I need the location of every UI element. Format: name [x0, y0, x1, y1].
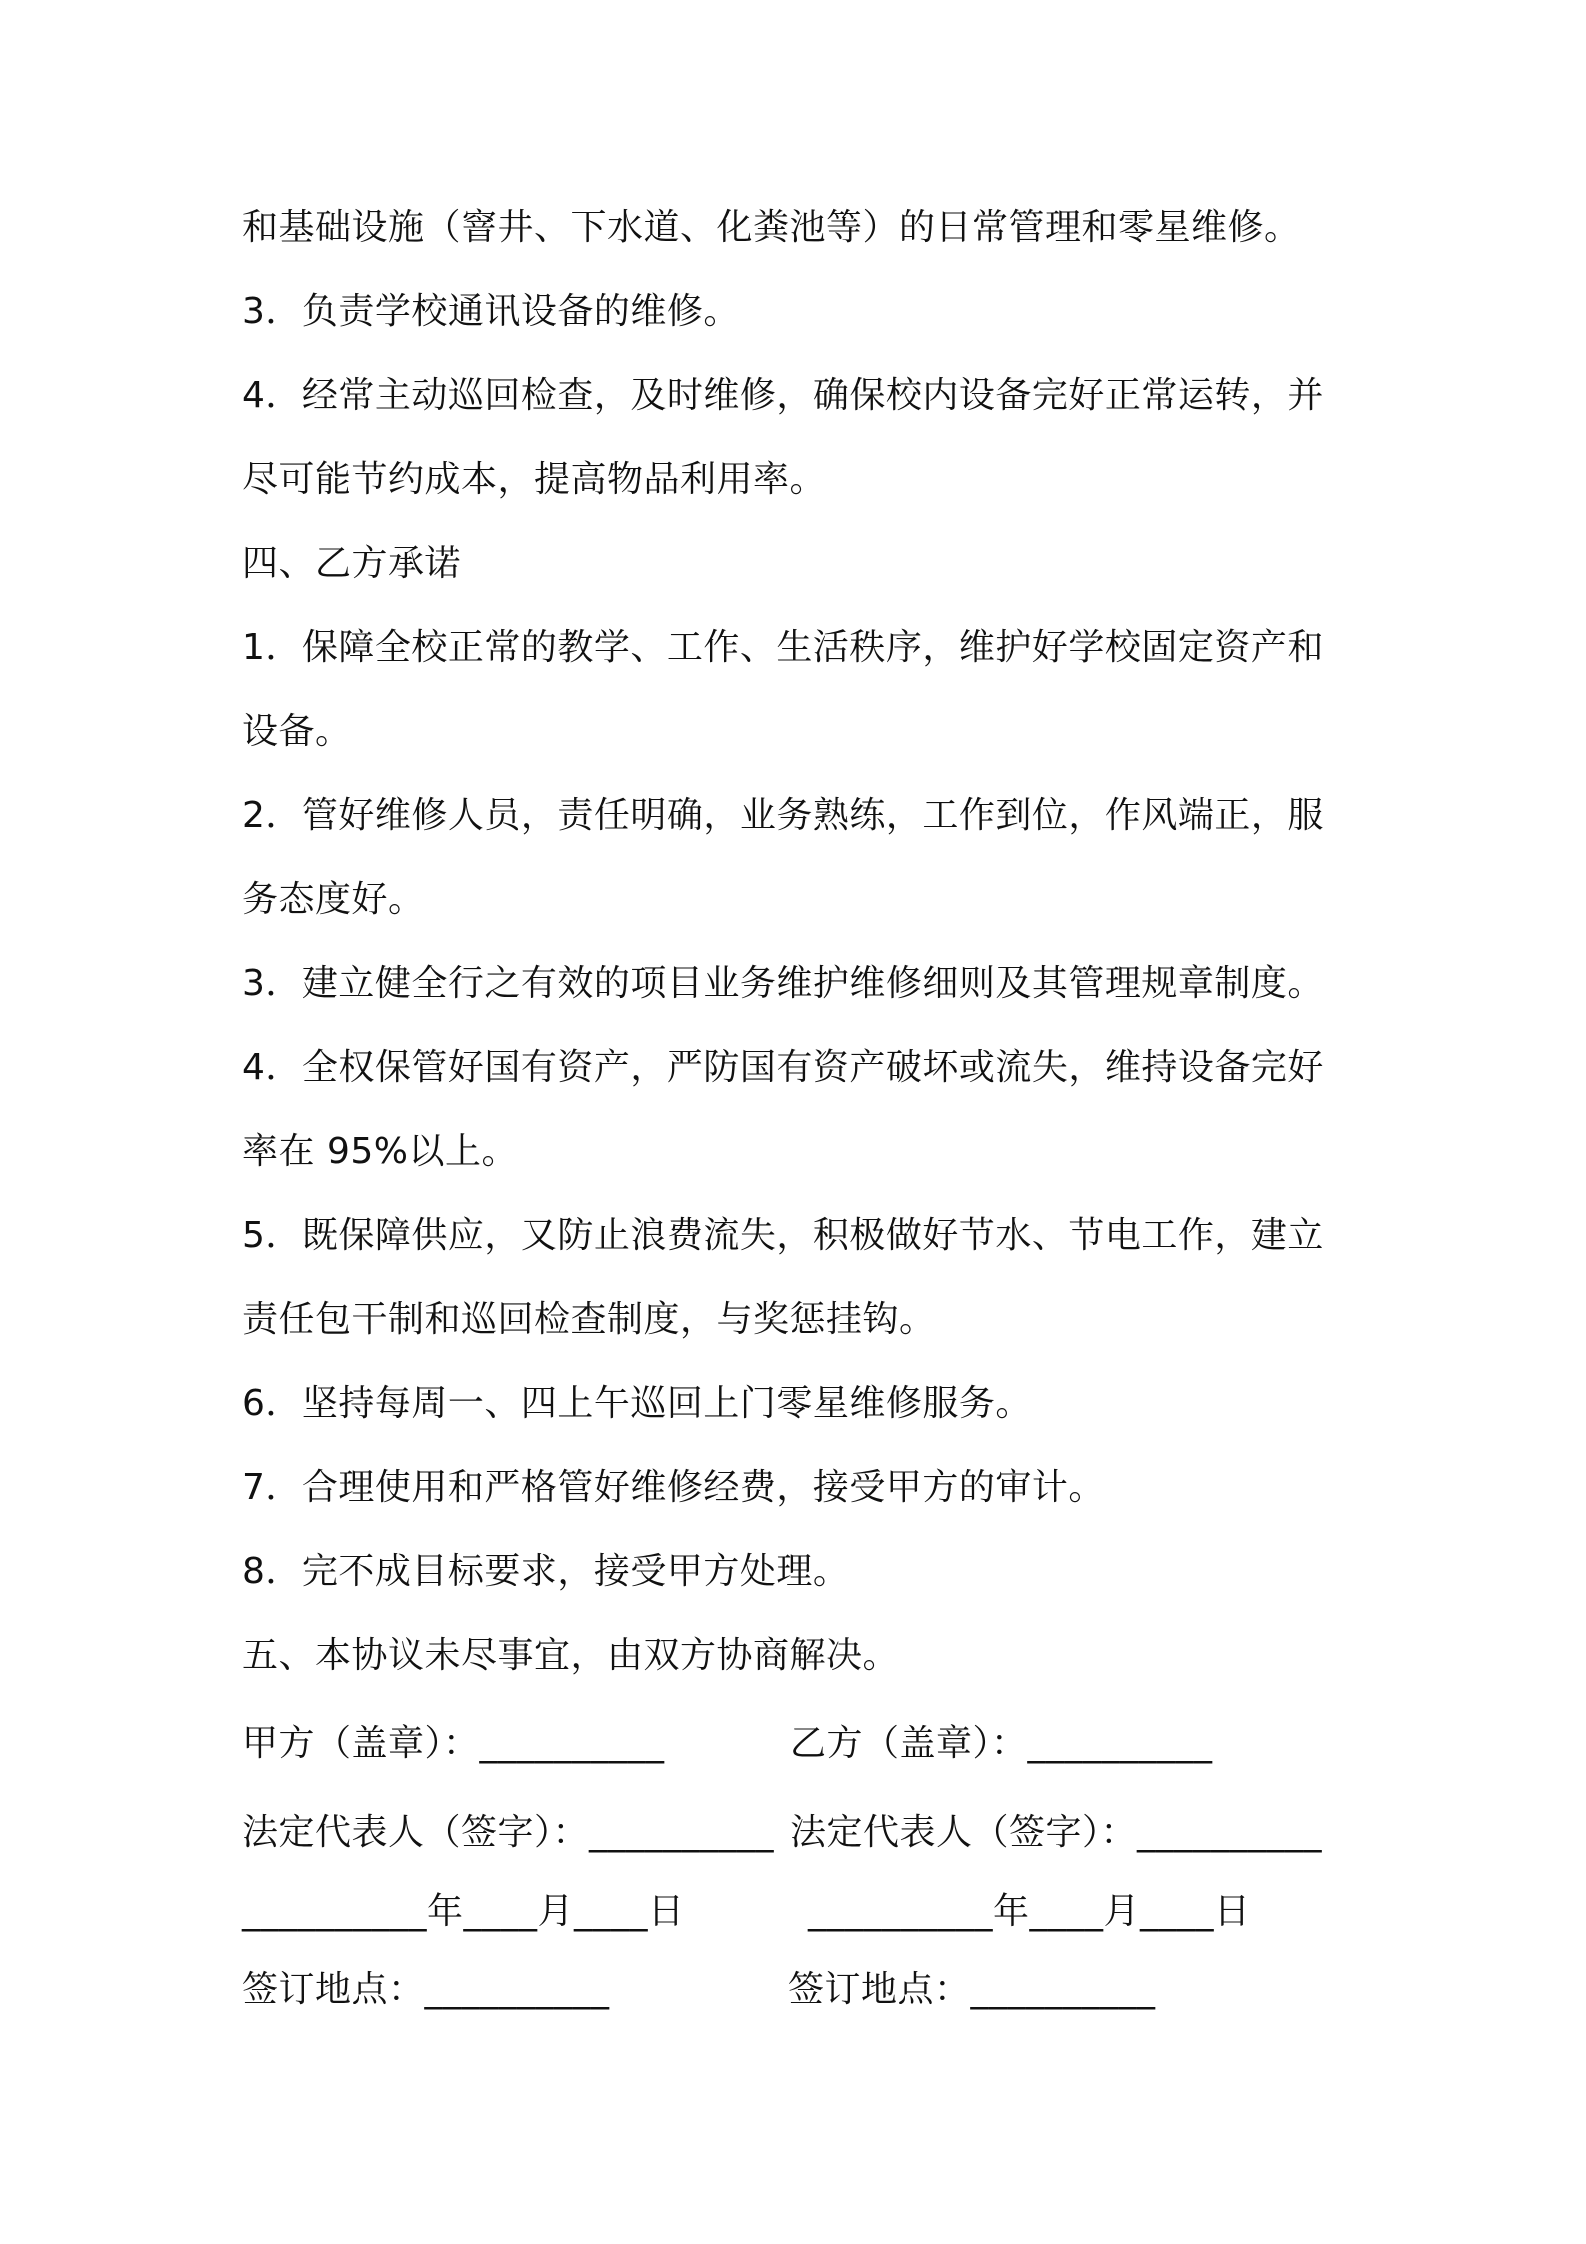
- party-a-representative: 法定代表人（签字）：__________: [242, 1812, 775, 1853]
- party-b-seal: 乙方（盖章）：__________: [790, 1723, 1213, 1764]
- text-line-8: 2．管好维修人员，责任明确，业务熟练，工作到位，作风端正，服: [242, 795, 1324, 836]
- text-line-2: 3．负责学校通讯设备的维修。: [242, 291, 740, 332]
- section-heading: 四、乙方承诺: [242, 543, 462, 584]
- party-a-signing-place: 签订地点：__________: [242, 1969, 610, 2010]
- party-b-representative: 法定代表人（签字）：__________: [790, 1812, 1323, 1853]
- text-line-18: 五、本协议未尽事宜，由双方协商解决。: [242, 1635, 900, 1676]
- party-a-seal: 甲方（盖章）：__________: [242, 1723, 665, 1764]
- text-line-6: 1．保障全校正常的教学、工作、生活秩序，维护好学校固定资产和: [242, 627, 1324, 668]
- party-b-signing-place: 签订地点：__________: [788, 1969, 1156, 2010]
- text-line-7: 设备。: [242, 711, 352, 752]
- text-line-9: 务态度好。: [242, 879, 425, 920]
- text-line-16: 7．合理使用和严格管好维修经费，接受甲方的审计。: [242, 1467, 1105, 1508]
- text-line-15: 6．坚持每周一、四上午巡回上门零星维修服务。: [242, 1383, 1032, 1424]
- party-b-date: __________年____月____日: [808, 1891, 1251, 1932]
- text-line-13: 5．既保障供应，又防止浪费流失，积极做好节水、节电工作，建立: [242, 1215, 1324, 1256]
- text-line-14: 责任包干制和巡回检查制度，与奖惩挂钩。: [242, 1299, 936, 1340]
- text-line-4: 尽可能节约成本，提高物品利用率。: [242, 459, 827, 500]
- text-line-3: 4．经常主动巡回检查，及时维修，确保校内设备完好正常运转，并: [242, 375, 1324, 416]
- text-line-1: 和基础设施（窨井、下水道、化粪池等）的日常管理和零星维修。: [242, 207, 1301, 248]
- party-a-date: __________年____月____日: [242, 1891, 685, 1932]
- text-line-12: 率在 95%以上。: [242, 1131, 518, 1172]
- text-line-10: 3．建立健全行之有效的项目业务维护维修细则及其管理规章制度。: [242, 963, 1324, 1004]
- text-line-11: 4．全权保管好国有资产，严防国有资产破坏或流失，维持设备完好: [242, 1047, 1324, 1088]
- text-line-17: 8．完不成目标要求，接受甲方处理。: [242, 1551, 850, 1592]
